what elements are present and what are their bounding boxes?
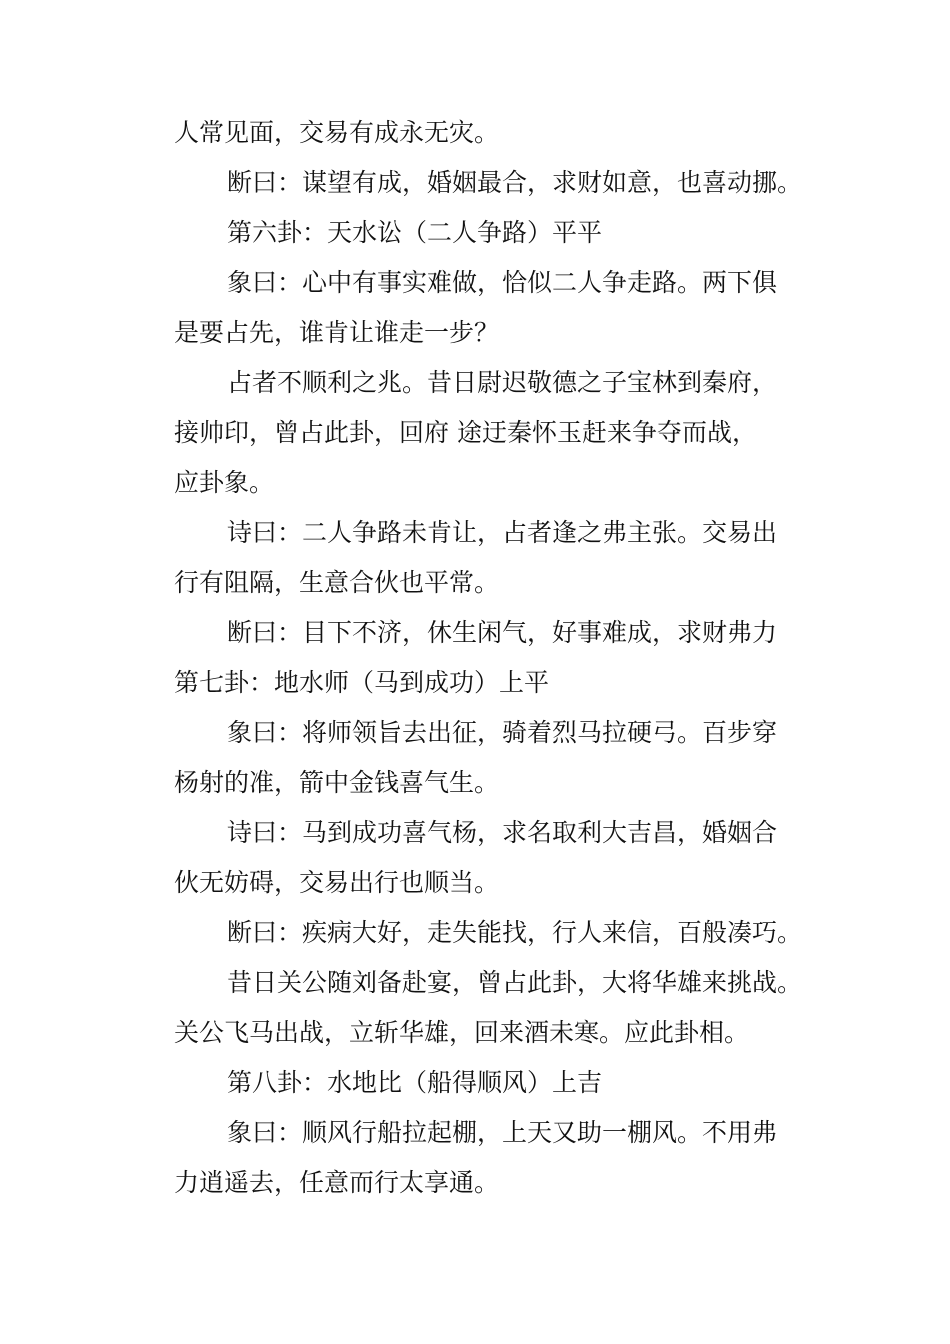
text-line: 诗曰：马到成功喜气杨，求名取利大吉昌，婚姻合	[227, 818, 778, 847]
paragraph	[174, 358, 784, 508]
text-line: 人常见面，交易有成永无灾。	[174, 118, 500, 147]
text-line: 是要占先，谁肯让谁走一步？	[174, 318, 500, 347]
hexagram-heading	[174, 1058, 784, 1108]
paragraph	[174, 608, 784, 658]
text-line: 象曰：心中有事实难做，恰似二人争走路。两下俱	[227, 268, 778, 297]
text-line: 力逍遥去，任意而行太享通。	[174, 1168, 500, 1197]
text-line: 断曰：目下不济，休生闲气，好事难成，求财弗力	[227, 618, 778, 647]
paragraph	[174, 108, 784, 158]
text-line: 接帅印，曾占此卦，回府 途迂秦怀玉赶来争夺而战，	[174, 418, 757, 447]
text-line: 象曰：将师领旨去出征，骑着烈马拉硬弓。百步穿	[227, 718, 778, 747]
text-line: 第六卦：天水讼（二人争路）平平	[227, 218, 603, 247]
text-line: 断曰：疾病大好，走失能找，行人来信，百般凑巧。	[227, 918, 803, 947]
text-line: 行有阻隔，生意合伙也平常。	[174, 568, 500, 597]
paragraph	[174, 158, 803, 208]
text-line: 关公飞马出战，立斩华雄，回来酒未寒。应此卦相。	[174, 1018, 750, 1047]
paragraph	[174, 1108, 784, 1208]
paragraph	[174, 258, 784, 358]
text-line: 占者不顺利之兆。昔日尉迟敬德之子宝林到秦府，	[227, 368, 778, 397]
text-line: 应卦象。	[174, 468, 275, 497]
text-line: 第七卦：地水师（马到成功）上平	[174, 668, 550, 697]
text-line: 第八卦：水地比（船得顺风）上吉	[227, 1068, 603, 1097]
text-line: 伙无妨碍，交易出行也顺当。	[174, 868, 500, 897]
text-line: 象曰：顺风行船拉起棚，上天又助一棚风。不用弗	[227, 1118, 778, 1147]
document-body	[174, 108, 803, 1208]
text-line: 昔日关公随刘备赴宴，曾占此卦，大将华雄来挑战。	[227, 968, 803, 997]
hexagram-heading	[174, 208, 784, 258]
text-line: 杨射的准，箭中金钱喜气生。	[174, 768, 500, 797]
paragraph	[174, 958, 803, 1058]
paragraph	[174, 808, 784, 908]
text-line: 诗曰：二人争路未肯让，占者逢之弗主张。交易出	[227, 518, 778, 547]
paragraph	[174, 508, 784, 608]
text-line: 断曰：谋望有成，婚姻最合，求财如意，也喜动挪。	[227, 168, 803, 197]
paragraph	[174, 908, 803, 958]
hexagram-heading	[174, 658, 784, 708]
paragraph	[174, 708, 784, 808]
